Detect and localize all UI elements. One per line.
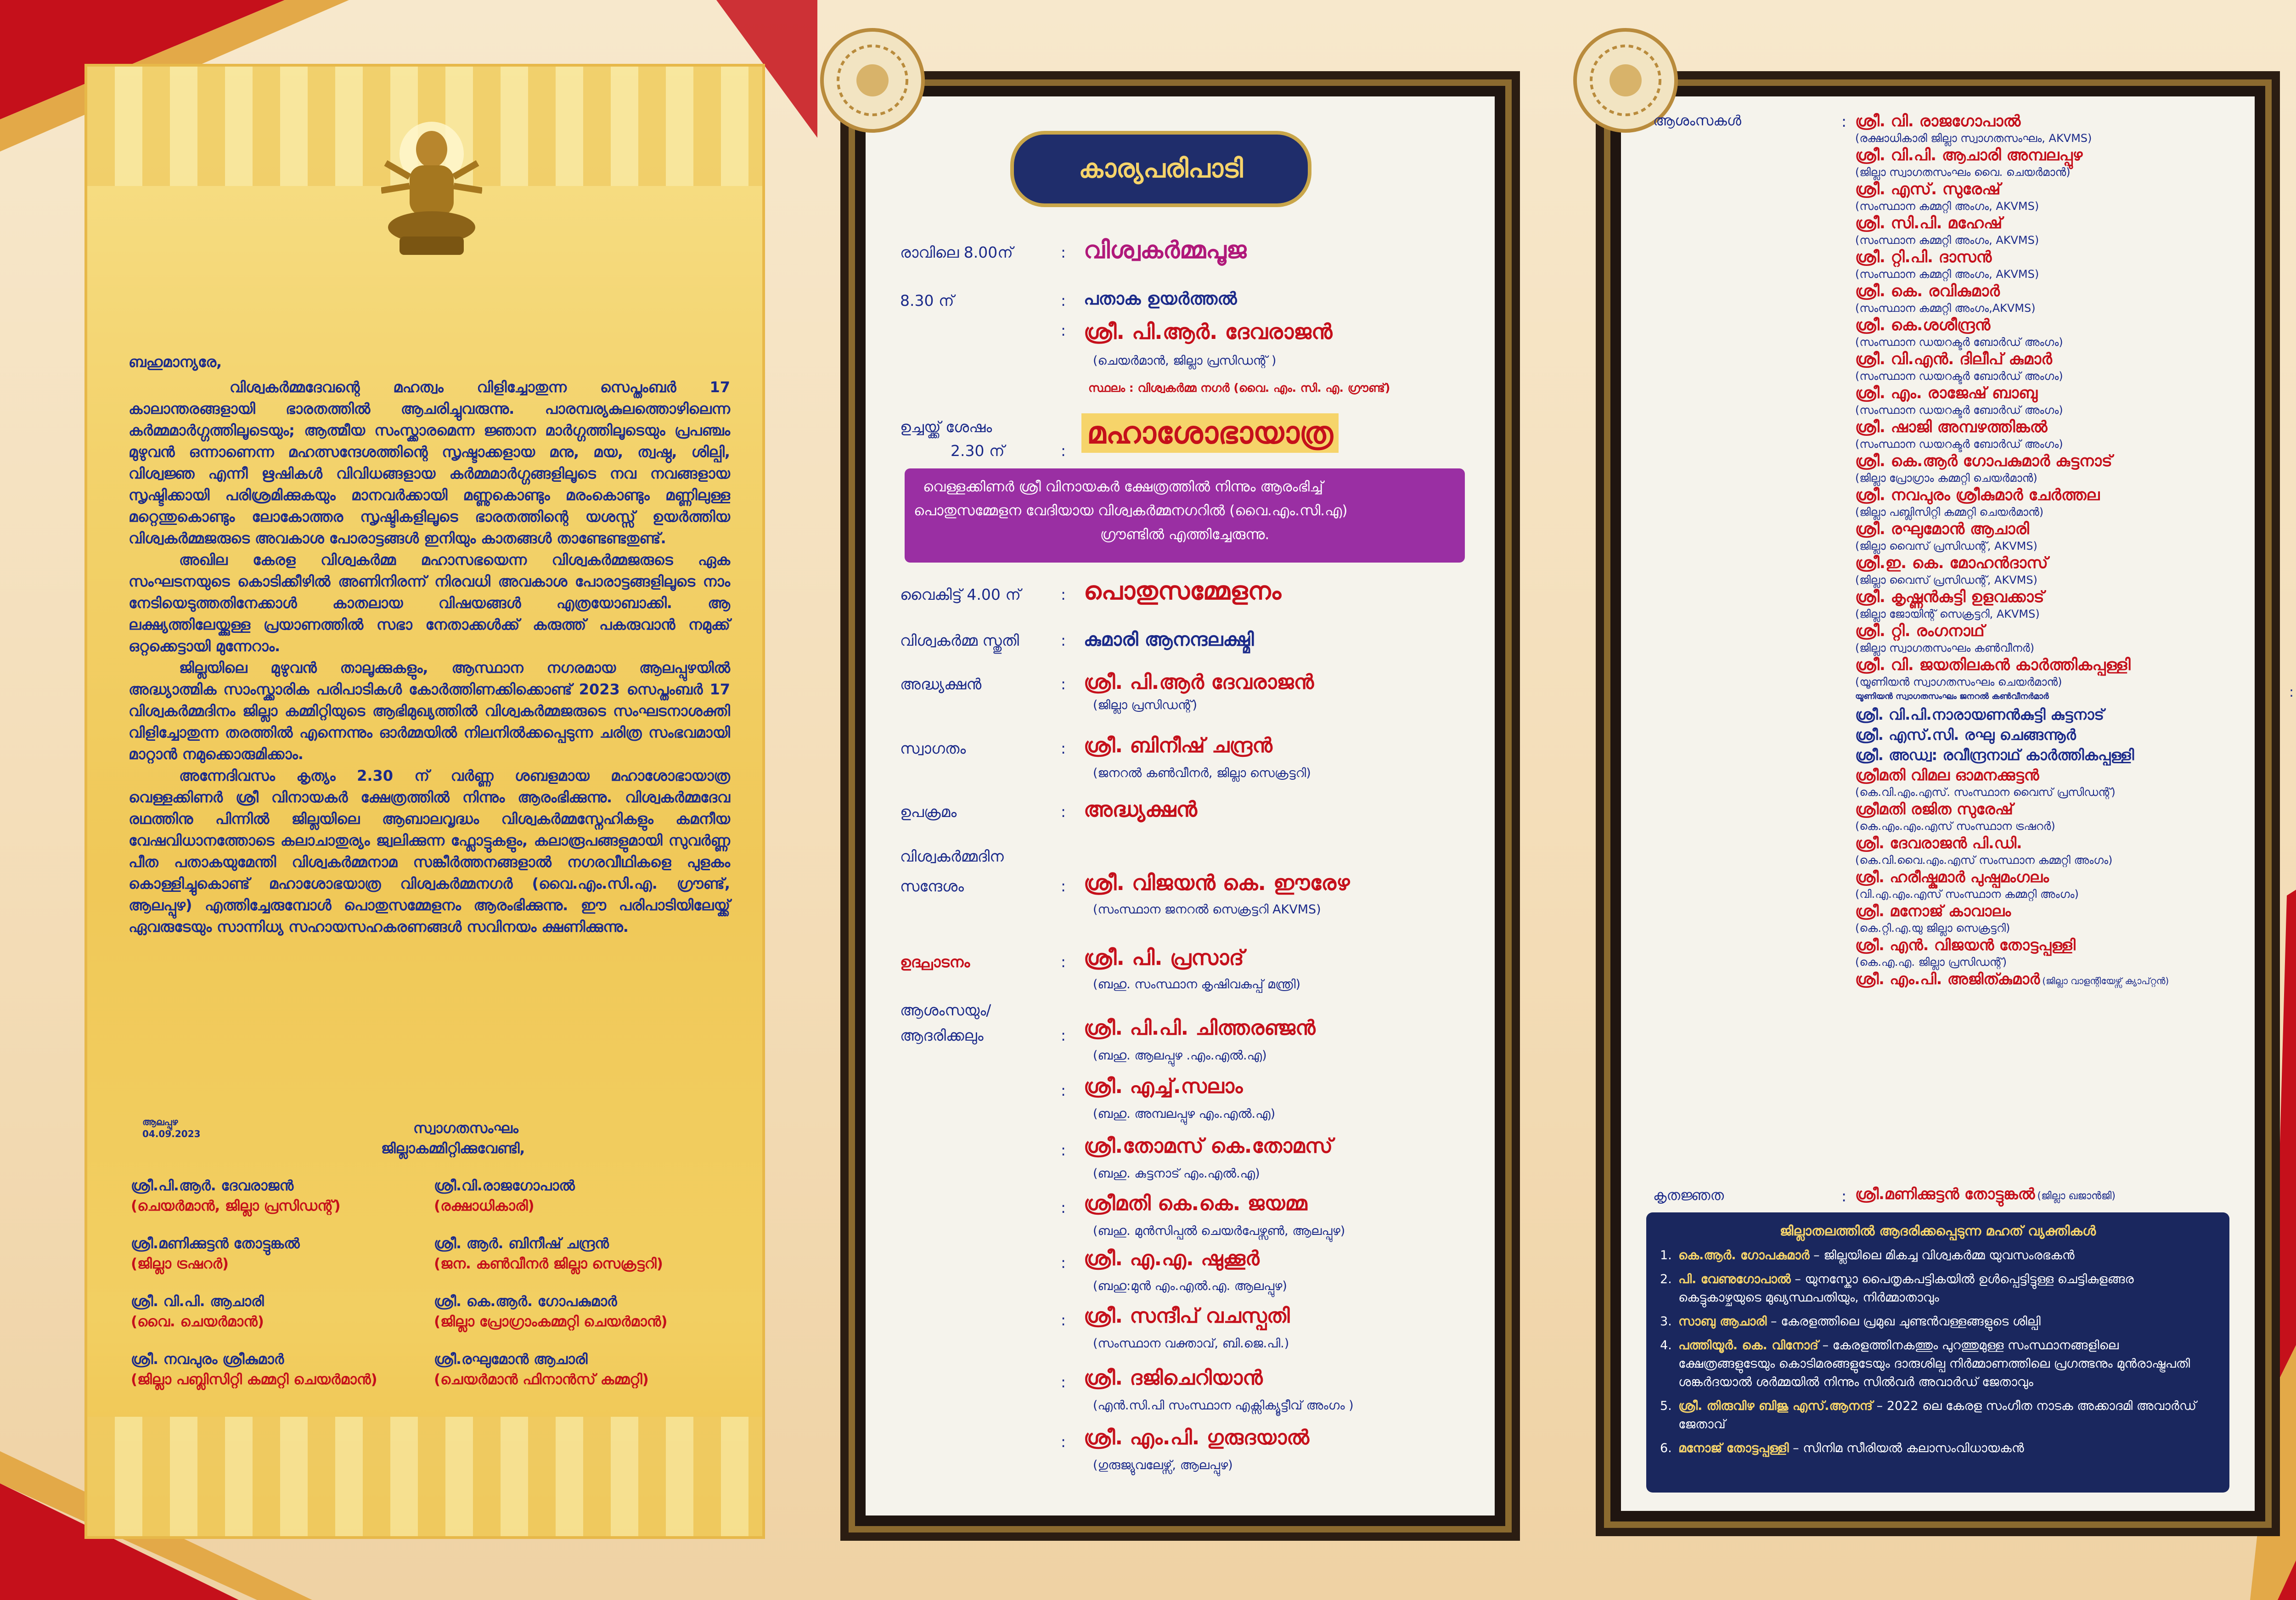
row-name: ശ്രീ. സന്ദീപ് വചസ്പതി	[1084, 1304, 1290, 1328]
meeting-title: പൊതുസമ്മേളനം	[1084, 576, 1282, 605]
row-role: (ബഹു. അമ്പലപ്പുഴ എം.എൽ.എ)	[1093, 1107, 1276, 1121]
greeting-name: ശ്രീ. ദേവരാജൻ പി.ഡി.	[1855, 834, 2022, 852]
row-role: (സംസ്ഥാന ജനറൽ സെക്രട്ടറി AKVMS)	[1093, 902, 1321, 917]
greeting-name: ശ്രീമതി വിമല ഓമനക്കുട്ടൻ	[1855, 766, 2039, 784]
row-role: (ബഹു:മുൻ എം.എൽ.എ. ആലപ്പുഴ)	[1093, 1279, 1287, 1293]
greeting-role: (സംസ്ഥാന ഡയറക്ടർ ബോർഡ് അംഗം)	[1855, 438, 2063, 451]
honours-heading: ജില്ലാതലത്തിൽ ആദരിക്കപ്പെടുന്ന മഹത് വ്യക്തികൾ	[1779, 1223, 2096, 1239]
greeting-role: (ജില്ലാ പ്രോഗ്രാം കമ്മറ്റി ചെയർമാൻ)	[1855, 472, 2037, 485]
signatory-name: ശ്രീ.വി.രാജഗോപാൽ	[434, 1177, 575, 1194]
greeting-role: (സംസ്ഥാന കമ്മറ്റി അംഗം, AKVMS)	[1855, 268, 2039, 281]
row-role: (ബഹു. ആലപ്പുഴ .എം.എൽ.എ)	[1093, 1048, 1267, 1063]
honour-num: 1.	[1660, 1248, 1672, 1262]
colon: :	[1061, 1311, 1066, 1329]
colon: :	[1841, 113, 1847, 130]
row-label: ഉദ്ഘാടനം	[900, 953, 970, 971]
greeting-name: ശ്രീ. കെ.ശശീന്ദ്രൻ	[1855, 316, 1991, 334]
greeting-role: (ജില്ലാ വൈസ് പ്രസിഡന്റ്, AKVMS)	[1855, 540, 2037, 552]
greeting-name: ശ്രീ. വി.പി. ആചാരി അമ്പലപ്പുഴ	[1855, 146, 2083, 164]
greeting-name: ശ്രീ. വി. ജയതിലകൻ കാർത്തികപ്പള്ളി	[1855, 656, 2131, 674]
greeting-name: ശ്രീമതി രജിത സുരേഷ്	[1855, 800, 2013, 818]
colon: :	[1061, 243, 1066, 261]
greeting-role: (ജില്ലാ സ്വാഗതസംഘം വൈ. ചെയർമാൻ)	[1855, 166, 2071, 179]
row-role: (ജില്ലാ പ്രസിഡന്റ്)	[1093, 698, 1198, 712]
row-name: ശ്രീ. വിജയൻ കെ. ഈരേഴ	[1084, 870, 1350, 895]
colon: :	[1061, 442, 1066, 460]
union-member: ശ്രീ. വി.പി.നാരായണൻകുട്ടി കുട്ടനാട്	[1855, 706, 2104, 723]
honour-name: കെ.ആർ. ഗോപകുമാർ	[1678, 1248, 1810, 1262]
signatory-role: (ചെയർമാൻ ഫിനാൻസ് കമ്മറ്റി)	[434, 1371, 649, 1388]
procession-note-2: പൊതുസമ്മേളന വേദിയായ വിശ്വകർമ്മനഗറിൽ (വൈ.എം.സി.എ)	[914, 502, 1348, 519]
honour-name: പത്തിയൂർ. കെ. വിനോദ്	[1678, 1338, 1818, 1352]
procession-note	[905, 468, 1465, 563]
greeting-name: ശ്രീ. കെ. രവികുമാർ	[1855, 282, 2000, 300]
signatory-role: (ചെയർമാൻ, ജില്ലാ പ്രസിഡന്റ്)	[131, 1198, 341, 1214]
mandala-ornament-icon	[808, 23, 937, 138]
greeting-name: ശ്രീ. റ്റി.പി. ദാസൻ	[1855, 248, 1992, 266]
greeting-name: ശ്രീ. കെ.ആർ ഗോപകുമാർ കുട്ടനാട്	[1855, 452, 2112, 470]
greeting-name: ശ്രീ. എം.പി. അജിത്കുമാർ	[1855, 970, 2040, 988]
letter-body	[129, 351, 730, 938]
row-name: ശ്രീ. ബിനീഷ് ചന്ദ്രൻ	[1084, 734, 1272, 757]
honour-item	[1660, 1397, 2216, 1434]
honour-desc: – ജില്ലയിലെ മികച്ച വിശ്വകർമ്മ യുവസംരഭകൻ	[1813, 1248, 2075, 1262]
honour-desc: – 2022 ലെ കേരള സംഗീത നാടക അക്കാദമി അവാർഡ് ജേതാവ്	[1678, 1399, 2196, 1431]
pooja-title: വിശ്വകർമ്മപൂജ	[1084, 237, 1247, 264]
greeting-role: (സംസ്ഥാന കമ്മറ്റി അംഗം, AKVMS)	[1855, 200, 2039, 213]
procession-note-3: ഗ്രൗണ്ടിൽ എത്തിച്ചേരുന്നു.	[1100, 526, 1270, 543]
greeting-name: ശ്രീ. എസ്. സുരേഷ്	[1855, 180, 2001, 198]
honour-item	[1660, 1270, 2216, 1307]
paragraph-3: ജില്ലയിലെ മുഴുവൻ താലൂക്കുകളും, ആസ്ഥാന നഗരമായ ആലപ്പുഴയിൽ അദ്ധ്യാത്മിക സാംസ്ക്കാരിക പരിപാടികൾ കോർത്തിണക്കിക്കൊണ്ട് 2023 സെപ്തംബർ 17 വിശ്വകർമ്മദിനം ജില്ലാ കമ്മിറ്റിയുടെ ആഭിമുഖ്യത്തിൽ വിശ്വകർമ്മജരുടെ സംഘടനാശക്തി വിളിച്ചോതുന്ന തരത്തിൽ എന്നെന്നും ഓർമ്മയിൽ നിലനിൽക്കപ്പെടുന്ന ചരിത്ര സംഭവമായി മാറ്റാൻ നമുക്കൊരുമിക്കാം.	[129, 659, 730, 763]
procession-title: മഹാശോഭായാത്ര	[1081, 413, 1339, 453]
procession-note-1: വെള്ളക്കിണർ ശ്രീ വിനായകർ ക്ഷേത്രത്തിൽ നിന്നും ആരംഭിച്ച്	[923, 479, 1323, 495]
row-role: (ബഹു. സംസ്ഥാന കൃഷിവകുപ്പ് മന്ത്രി)	[1093, 977, 1300, 992]
paragraph-4: അന്നേദിവസം കൃത്യം 2.30 ന് വർണ്ണ ശബളമായ മഹാശോഭായാത്ര വെള്ളക്കിണർ ശ്രീ വിനായകർ ക്ഷേത്രത്തിൽ നിന്നും ആരംഭിക്കുന്നു. വിശ്വകർമ്മദേവ രഥത്തിനു പിന്നിൽ ജില്ലയിലെ ആബാലവൃദ്ധം വിശ്വകർമ്മസ്നേഹികളും കമനീയ വേഷവിധാനത്തോടെ കലാചാതുര്യം ജ്വലിക്കുന്ന ഫ്ലോട്ടുകളും, കലാരൂപങ്ങളുമായി സുവർണ്ണ പീത പതാകയുമേന്തി വിശ്വകർമ്മനാമ സങ്കീർത്തനങ്ങളാൽ നഗരവീഥികളെ പുളകം കൊള്ളിച്ചുകൊണ്ട് മഹാശോഭയാത്ര വിശ്വകർമ്മനഗർ (വൈ.എം.സി.എ. ഗ്രൗണ്ട്, ആലപ്പുഴ) എത്തിച്ചേരുമ്പോൾ പൊതുസമ്മേളനം ആരംഭിക്കുന്നു. ഈ പരിപാടിയിലേയ്ക്ക് ഏവരുടേയും സാന്നിധ്യ സഹായസഹകരണങ്ങൾ സവിനയം ക്ഷണിക്കുന്നു.	[129, 767, 730, 935]
greeting-role: (ജില്ലാ ജോയിന്റ് സെക്രട്ടറി, AKVMS)	[1855, 608, 2040, 620]
row-label: ഉപക്രമം	[900, 803, 957, 821]
signatory-role: (രക്ഷാധികാരി)	[434, 1198, 535, 1214]
row-name: ശ്രീ. എ.എ. ഷുക്കൂർ	[1084, 1247, 1260, 1270]
row-label: വിശ്വകർമ്മ സ്തുതി	[900, 631, 1019, 649]
row-name: കുമാരി ആനന്ദലക്ഷ്മി	[1084, 629, 1254, 650]
greeting-role: (ജില്ലാ വൈസ് പ്രസിഡന്റ്, AKVMS)	[1855, 574, 2037, 586]
row-name: ശ്രീ. എച്ച്.സലാം	[1084, 1075, 1243, 1098]
colon: :	[1061, 321, 1066, 339]
thanks-role: (ജില്ലാ ഖജാൻജി)	[2037, 1190, 2116, 1202]
greeting-name: ശ്രീ.ഇ. കെ. മോഹൻദാസ്	[1855, 554, 2048, 572]
thanks-entry	[1855, 1185, 2116, 1203]
greeting-name: ശ്രീ. എം. രാജേഷ് ബാബു	[1855, 384, 2038, 402]
colon: :	[2289, 684, 2294, 700]
honour-desc: – യുനസ്കോ പൈതൃകപട്ടികയിൽ ഉൾപ്പെട്ടിട്ടുള്ള ചെട്ടികുളങ്ങര കെട്ടുകാഴ്ചയുടെ മുഖ്യസ്ഥപതിയും, നിർമ്മാതാവും	[1678, 1272, 2134, 1305]
colon: :	[1061, 1433, 1066, 1451]
row-role: (സംസ്ഥാന വക്താവ്, ബി.ജെ.പി.)	[1093, 1336, 1289, 1351]
honour-num: 2.	[1660, 1272, 1672, 1286]
colon: :	[1841, 1187, 1847, 1205]
honours-box	[1646, 1212, 2229, 1493]
signatory-name: ശ്രീ. ആർ. ബിനീഷ് ചന്ദ്രൻ	[434, 1235, 609, 1252]
greeting-name: ശ്രീ. എൻ. വിജയൻ തോട്ടപ്പള്ളി	[1855, 936, 2076, 954]
greeting-role: (സംസ്ഥാന ഡയറക്ടർ ബോർഡ് അംഗം)	[1855, 336, 2063, 349]
signatory-name: ശ്രീ.മണിക്കുട്ടൻ തോട്ടുങ്കൽ	[131, 1235, 300, 1252]
row-label: അദ്ധ്യക്ഷൻ	[900, 675, 982, 693]
colon: :	[1061, 953, 1066, 971]
colon: :	[1061, 1199, 1066, 1217]
colon: :	[1061, 1082, 1066, 1099]
colon: :	[1061, 292, 1066, 310]
greeting-role: (വി.എ.എം.എസ് സംസ്ഥാന കമ്മറ്റി അംഗം)	[1855, 888, 2079, 901]
greeting-name: ശ്രീ. ഷാജി അമ്പഴത്തിങ്കൽ	[1855, 418, 2048, 436]
thanks-label: കൃതജ്ഞത	[1653, 1187, 1724, 1204]
greeting-name: ശ്രീ. നവപുരം ശ്രീകുമാർ ചേർത്തല	[1855, 486, 2100, 504]
date: 04.09.2023	[142, 1128, 201, 1139]
greeting-name: ശ്രീ. മനോജ് കാവാലം	[1855, 902, 2011, 920]
greeting-role: (രക്ഷാധികാരി ജില്ലാ സ്വാഗതസംഘം, AKVMS)	[1855, 132, 2092, 145]
colon: :	[1061, 586, 1066, 603]
honour-name: ശ്രീ. തിരുവിഴ ബിജു എസ്.ആനന്ദ്	[1678, 1399, 1873, 1413]
flag-venue: സ്ഥലം : വിശ്വകർമ്മ നഗർ (വൈ. എം. സി. എ. ഗ്രൗണ്ട്)	[1088, 381, 1390, 394]
greeting-name: ശ്രീ. വി.എൻ. ദിലീപ് കുമാർ	[1855, 350, 2052, 368]
meeting-time: വൈകിട്ട് 4.00 ന്	[900, 586, 1021, 603]
place: ആലപ്പുഴ	[142, 1116, 178, 1127]
honour-name: സാബു ആചാരി	[1678, 1314, 1767, 1329]
greeting-role: (കെ.റ്റി.എ.യു ജില്ലാ സെക്രട്ടറി)	[1855, 922, 2010, 935]
row-name: ശ്രീമതി കെ.കെ. ജയമ്മ	[1084, 1192, 1307, 1215]
greeting-role: (കെ.എ.എ. ജില്ലാ പ്രസിഡന്റ്)	[1855, 956, 2007, 969]
honour-desc: – കേരളത്തിലെ പ്രമുഖ ചുണ്ടൻവള്ളങ്ങളുടെ ശില്പി	[1770, 1314, 2041, 1329]
vishwakarma-idol-icon	[381, 122, 482, 259]
signatory-role: (ജില്ലാ പബ്ലിസിറ്റി കമ്മറ്റി ചെയർമാൻ)	[131, 1371, 377, 1388]
greeting-role: (കെ.വി.വൈ.എം.എസ് സംസ്ഥാന കമ്മറ്റി അംഗം)	[1855, 854, 2113, 867]
paragraph-2: അഖില കേരള വിശ്വകർമ്മ മഹാസഭയെന്ന വിശ്വകർമ്മജരുടെ ഏക സംഘടനയുടെ കൊടിക്കീഴിൽ അണിനിരന്ന് നിരവധി അവകാശ പോരാട്ടങ്ങളിലൂടെ നാം നേടിയെടുത്തതിനേക്കാൾ കാതലായ വിഷയങ്ങൾ എത്രയോബാക്കി. ആ ലക്ഷ്യത്തിലേയ്ക്കുള്ള പ്രയാണത്തിൽ സഭാ നേതാക്കൾക്ക് കരുത്ത് പകരുവാൻ നമുക്ക് ഒറ്റക്കെട്ടായി മുന്നേറാം.	[129, 551, 730, 655]
honour-item	[1660, 1313, 2216, 1331]
union-member: ശ്രീ. എസ്.സി. രഘു ചെങ്ങന്നൂർ	[1855, 726, 2076, 744]
honour-desc: – കേരളത്തിനകത്തും പുറത്തുമുള്ള സംസ്ഥാനങ്ങളിലെ ക്ഷേത്രങ്ങളുടേയും കൊടിമരങ്ങളുടേയും ദാരുശില്പ നിർമ്മാണത്തിലെ പ്രഗത്ഭനും മുൻരാഷ്ട്രപതി ശങ്കർദയാൽ ശർമ്മയിൽ നിന്നും സിൽവർ അവാർഡ് ജേതാവും	[1678, 1338, 2190, 1389]
signatory-role: (ജില്ലാ ട്രഷറർ)	[131, 1256, 229, 1272]
union-heading: യൂണിയൻ സ്വാഗതസംഘം ജനറൽ കൺവീനർമാർ	[1855, 692, 2049, 701]
colon: :	[1061, 675, 1066, 693]
colon: :	[1061, 1141, 1066, 1159]
greeting-role: (സംസ്ഥാന കമ്മറ്റി അംഗം, AKVMS)	[1855, 234, 2039, 247]
row-label-2: സന്ദേശം	[900, 877, 964, 895]
flag-role: (ചെയർമാൻ, ജില്ലാ പ്രസിഡന്റ് )	[1093, 354, 1277, 368]
colon: :	[1061, 739, 1066, 757]
greeting-role: (യൂണിയൻ സ്വാഗതസംഘം ചെയർമാൻ)	[1855, 676, 2062, 688]
invitation-letter-panel	[87, 67, 762, 1536]
honour-item	[1660, 1336, 2216, 1392]
honour-item	[1660, 1246, 2216, 1265]
row-name: ശ്രീ. പി.ആർ ദേവരാജൻ	[1084, 670, 1314, 694]
row-label: സ്വാഗതം	[900, 739, 966, 757]
colon: :	[1061, 631, 1066, 649]
colon: :	[1061, 1254, 1066, 1272]
greeting-name: ശ്രീ. സി.പി. മഹേഷ്	[1855, 214, 2003, 232]
signatory-name: ശ്രീ.പി.ആർ. ദേവരാജൻ	[131, 1177, 294, 1194]
signatory-name: ശ്രീ. വി.പി. ആചാരി	[131, 1293, 264, 1310]
honour-name: പി. വേണുഗോപാൽ	[1678, 1272, 1791, 1286]
row-name: ശ്രീ. എം.പി. ഗുരുദയാൽ	[1084, 1426, 1310, 1449]
flag-name: ശ്രീ. പി.ആർ. ദേവരാജൻ	[1084, 319, 1333, 344]
bottom-ornament	[87, 1417, 762, 1536]
union-member: ശ്രീ. അഡ്വ: രവീന്ദ്രനാഥ് കാർത്തികപ്പള്ളി	[1855, 746, 2134, 764]
greeting-role: (കെ.വി.എം.എസ്. സംസ്ഥാന വൈസ് പ്രസിഡന്റ്)	[1855, 786, 2116, 799]
honour-num: 3.	[1660, 1314, 1672, 1329]
row-role: (ബഹു. മുൻസിപ്പൽ ചെയർപേഴ്സൺ, ആലപ്പുഴ)	[1093, 1224, 1345, 1238]
greeting-role: (സംസ്ഥാന ഡയറക്ടർ ബോർഡ് അംഗം)	[1855, 404, 2063, 417]
signature-org	[381, 1118, 525, 1159]
row-label-2: ആദരിക്കലും	[900, 1026, 984, 1044]
greeting-role: (സംസ്ഥാന ഡയറക്ടർ ബോർഡ് അംഗം)	[1855, 370, 2063, 383]
sign-org-2: ജില്ലാകമ്മിറ്റിക്കുവേണ്ടി,	[381, 1140, 525, 1157]
greeting-role: (കെ.എം.എം.എസ് സംസ്ഥാന ട്രഷറർ)	[1855, 820, 2055, 833]
programme-title-badge	[1010, 131, 1311, 207]
flag-time: 8.30 ന്	[900, 292, 954, 310]
greetings-label: ആശംസകൾ	[1653, 113, 1741, 129]
procession-time-2: 2.30 ന്	[951, 442, 1005, 460]
row-name: ശ്രീ.തോമസ് കെ.തോമസ്	[1084, 1134, 1333, 1158]
honour-item	[1660, 1439, 2216, 1458]
greeting-role: (ജില്ലാ പബ്ലിസിറ്റി കമ്മറ്റി ചെയർമാൻ)	[1855, 506, 2044, 518]
place-date	[142, 1116, 201, 1140]
signatory-role: (വൈ. ചെയർമാൻ)	[131, 1313, 264, 1330]
greeting-name: ശ്രീ. റ്റി. രംഗനാഥ്	[1855, 622, 1985, 640]
honour-desc: – സിനിമ സീരിയൽ കലാസംവിധായകൻ	[1793, 1441, 2024, 1455]
flag-title: പതാക ഉയർത്തൽ	[1084, 288, 1237, 309]
signatories	[131, 1176, 728, 1390]
colon: :	[1061, 803, 1066, 821]
honour-num: 5.	[1660, 1399, 1672, 1413]
greeting-name: ശ്രീ. വി. രാജഗോപാൽ	[1855, 112, 2021, 130]
row-role: (എൻ.സി.പി സംസ്ഥാന എക്സിക്യൂട്ടീവ് അംഗം )	[1093, 1398, 1354, 1413]
paragraph-1: വിശ്വകർമ്മദേവന്റെ മഹത്വം വിളിച്ചോതുന്ന സെപ്തംബർ 17 കാലാന്തരങ്ങളായി ഭാരതത്തിൽ ആചരിച്ചുവരുന്നു. പാരമ്പര്യകുലത്തൊഴിലെന്ന കർമ്മമാർഗ്ഗത്തിലൂടെയും; ആത്മീയ സംസ്ക്കാരമെന്ന ജ്ഞാന മാർഗ്ഗത്തിലൂടെയും പ്രപഞ്ചം മുഴുവൻ ഒന്നാണെന്ന മഹത്സന്ദേശത്തിന്റെ സൃഷ്ടാക്കളായ മനു, മയ, ത്വഷ്ഠ, ശില്പി, വിശ്വജ്ഞ എന്നീ ഋഷികൾ വിവിധങ്ങളായ കർമ്മമാർഗ്ഗങ്ങളിലൂടെ നവ നവങ്ങളായ സൃഷ്ടിക്കായി പരിശ്രമിക്കുകയും മാനവർക്കായി മണ്ണുകൊണ്ടും മരംകൊണ്ടും മണ്ണിലുള്ള മറ്റെന്തുകൊണ്ടും ലോകോത്തര സൃഷ്ടികളിലൂടെ ഭാരതത്തിന്റെ യശസ്സ് ഉയർത്തിയ വിശ്വകർമ്മജരുടെ അവകാശ പോരാട്ടങ്ങൾ ഇനിയും കാതങ്ങൾ താണ്ടേണ്ടതുണ്ട്.	[129, 378, 730, 547]
colon: :	[1061, 1026, 1066, 1044]
procession-time-1: ഉച്ചയ്ക്ക് ശേഷം	[900, 418, 992, 436]
row-name: ശ്രീ. പി.പി. ചിത്തരഞ്ജൻ	[1084, 1016, 1316, 1040]
signatory-name: ശ്രീ.രഘുമോൻ ആചാരി	[434, 1351, 588, 1368]
row-label: ആശംസയും/	[900, 1001, 991, 1019]
greeting-role: (സംസ്ഥാന കമ്മറ്റി അംഗം,AKVMS)	[1855, 302, 2036, 315]
greeting-name: ശ്രീ. കൃഷ്ണൻകുട്ടി ഉളവക്കാട്	[1855, 588, 2044, 606]
greeting-role: (ജില്ലാ സ്വാഗതസംഘം കൺവീനർ)	[1855, 642, 2035, 654]
row-name: ശ്രീ. ദജിചെറിയാൻ	[1084, 1366, 1263, 1390]
row-role: (ജനറൽ കൺവീനർ, ജില്ലാ സെക്രട്ടറി)	[1093, 766, 1311, 780]
row-role: (ബഹു. കുട്ടനാട് എം.എൽ.എ)	[1093, 1166, 1260, 1181]
programme-title: കാര്യപരിപാടി	[1079, 154, 1243, 184]
row-label: വിശ്വകർമ്മദിന	[900, 847, 1004, 865]
signatory-name: ശ്രീ. നവപുരം ശ്രീകുമാർ	[131, 1351, 284, 1368]
honour-name: മനോജ് തോട്ടപ്പള്ളി	[1678, 1441, 1789, 1455]
sign-org-1: സ്വാഗതസംഘം	[413, 1120, 518, 1137]
row-name: അദ്ധ്യക്ഷൻ	[1084, 797, 1197, 822]
greeting-name: ശ്രീ. ഹരീഷ്കുമാർ പുഷ്പമംഗലം	[1855, 868, 2049, 886]
honour-num: 4.	[1660, 1338, 1672, 1352]
greeting-role: (ജില്ലാ വാളന്റിയേഴ്സ് ക്യാപ്റ്റൻ)	[2042, 975, 2169, 986]
signatory-role: (ജന. കൺവീനർ ജില്ലാ സെക്രട്ടറി)	[434, 1256, 663, 1272]
honour-num: 6.	[1660, 1441, 1672, 1455]
signatory-name: ശ്രീ. കെ.ആർ. ഗോപകുമാർ	[434, 1293, 617, 1310]
colon: :	[1061, 877, 1066, 895]
greeting-name: ശ്രീ. രഘുമോൻ ആചാരി	[1855, 520, 2029, 538]
row-role: (ഗുരുജ്യുവലേഴ്സ്, ആലപ്പുഴ)	[1093, 1458, 1233, 1472]
colon: :	[1061, 1373, 1066, 1391]
row-name: ശ്രീ. പി. പ്രസാദ്	[1084, 945, 1244, 970]
greetings-list	[1855, 111, 2232, 992]
greeting: ബഹുമാന്യരേ,	[129, 353, 222, 371]
signatory-role: (ജില്ലാ പ്രോഗ്രാംകമ്മറ്റി ചെയർമാൻ)	[434, 1313, 668, 1330]
pooja-time: രാവിലെ 8.00ന്	[900, 243, 1013, 261]
thanks-name: ശ്രീ.മണിക്കുട്ടൻ തോട്ടുങ്കൽ	[1855, 1185, 2035, 1203]
